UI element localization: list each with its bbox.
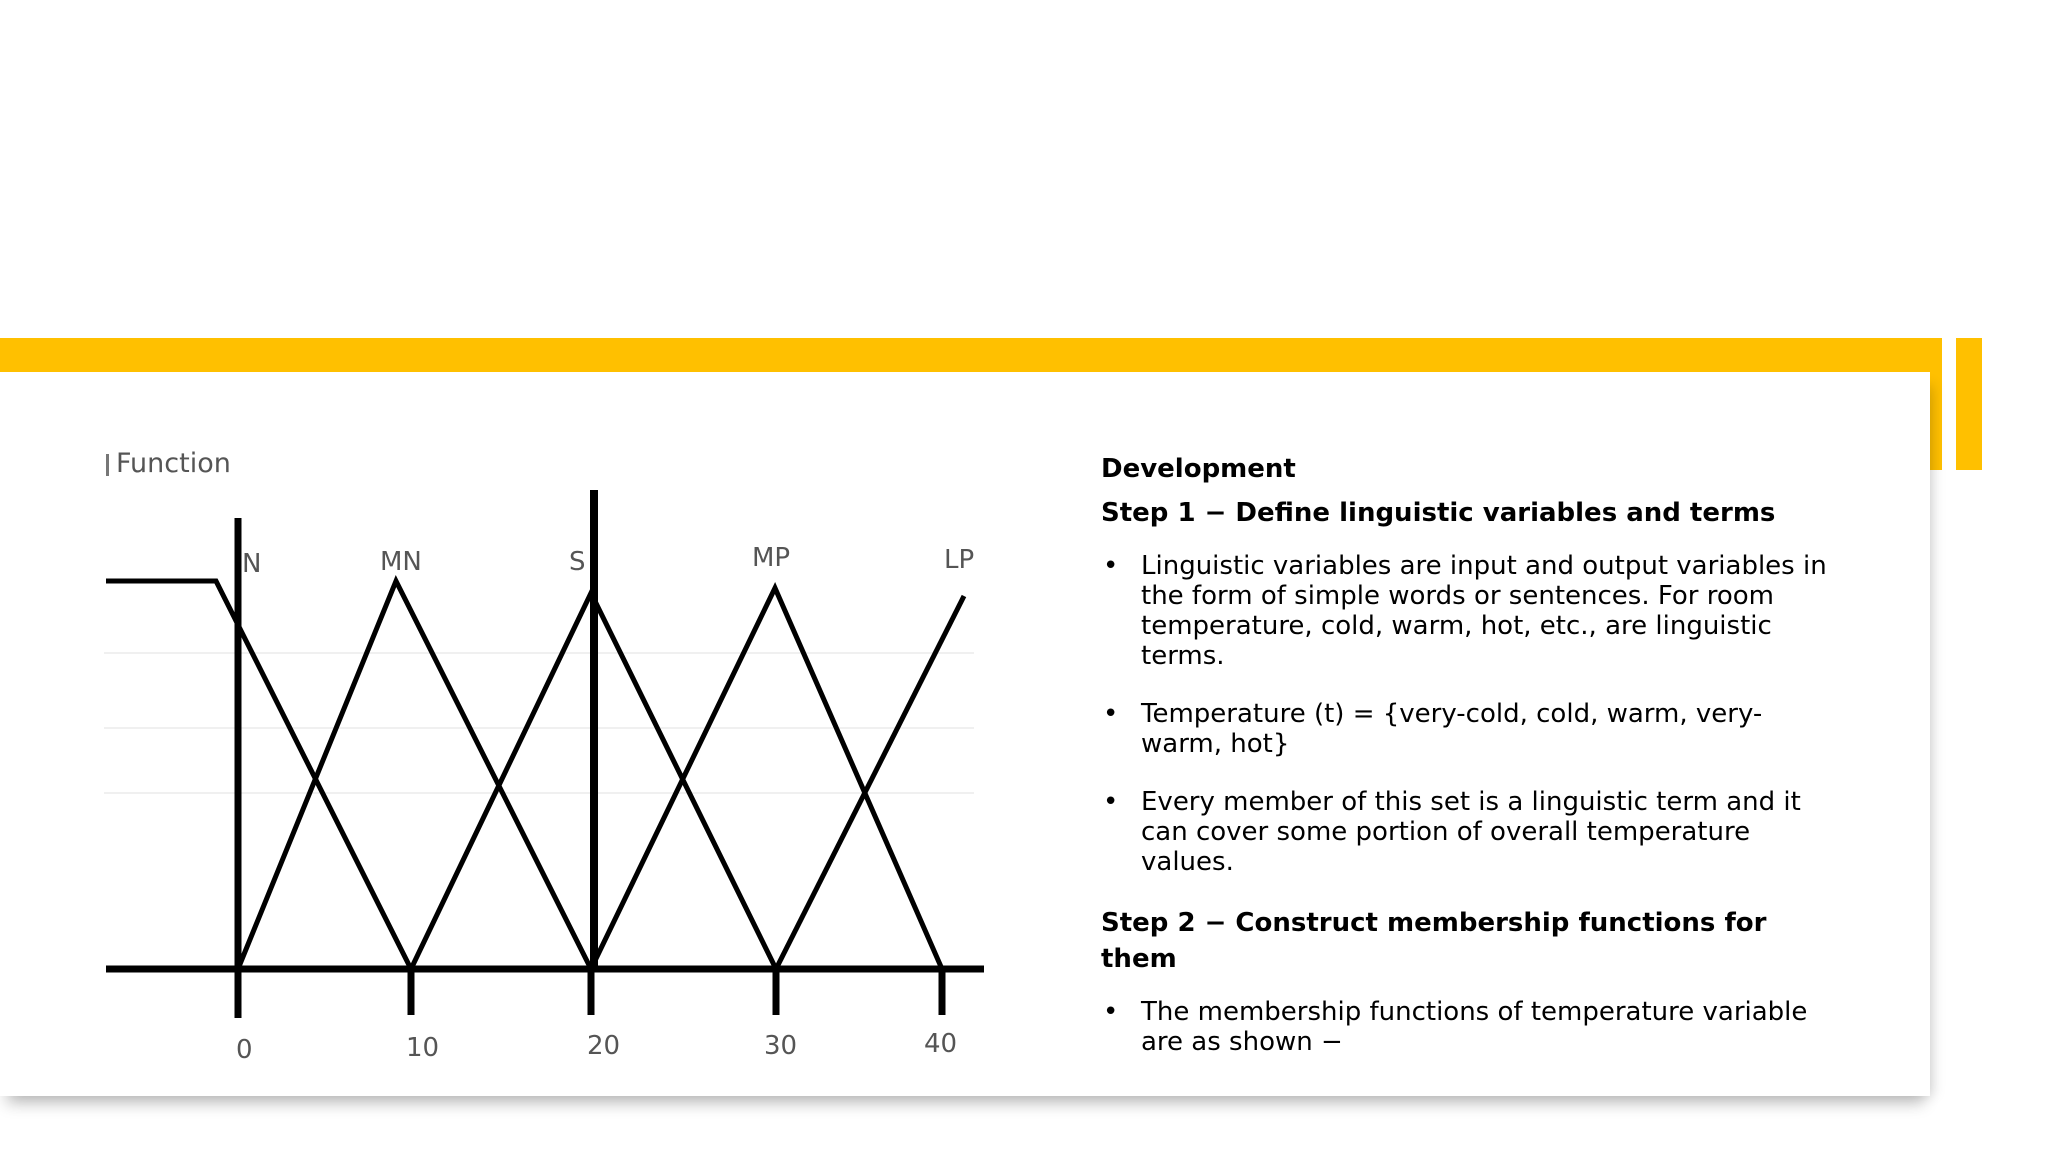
step2-title: Step 2 − Construct membership functions for them	[1101, 908, 1767, 974]
membership-function-figure	[104, 428, 988, 1068]
list-item-text: The membership functions of temperature variable are as shown −	[1141, 997, 1808, 1057]
list-item	[1101, 997, 1841, 1057]
tick-label-10: 10	[406, 1033, 440, 1063]
tick-label-0: 0	[236, 1035, 253, 1065]
peak-label-lp: LP	[944, 545, 975, 575]
bullet-glyph: •	[1103, 997, 1119, 1027]
curve-n	[106, 581, 411, 969]
accent-bar	[0, 338, 1942, 372]
bullet-glyph: •	[1103, 787, 1119, 817]
list-item-text: Temperature (t) = {very-cold, cold, warm, very-warm, hot}	[1141, 699, 1763, 759]
bullet-glyph: •	[1103, 551, 1119, 581]
figure-caption: Function	[116, 448, 231, 479]
curve-mn	[238, 581, 591, 969]
accent-strip-left	[1930, 338, 1942, 470]
list-item	[1101, 551, 1841, 671]
section-heading: Development	[1101, 454, 1296, 484]
tick-label-40: 40	[924, 1029, 958, 1059]
step1-bullet-list	[1101, 551, 1841, 877]
tick-label-30: 30	[764, 1031, 798, 1061]
peak-label-mp: MP	[752, 543, 791, 573]
bullet-glyph: •	[1103, 699, 1119, 729]
peak-label-n: N	[242, 549, 262, 579]
slide-text	[1101, 451, 1841, 1085]
peak-label-mn: MN	[380, 547, 422, 577]
caption-cut-mark	[106, 454, 109, 476]
list-item-text: Every member of this set is a linguistic term and it can cover some portion of overall temperature values.	[1141, 787, 1801, 877]
curve-mp	[591, 588, 942, 969]
membership-diagram	[104, 428, 988, 1068]
list-item	[1101, 787, 1841, 877]
tick-label-20: 20	[587, 1031, 621, 1061]
axis-ticks	[238, 969, 942, 1018]
peak-label-s: S	[569, 547, 586, 577]
step2-bullet-list	[1101, 997, 1841, 1057]
list-item-text: Linguistic variables are input and output variables in the form of simple words or sentences. For room temperature, cold, warm, hot, etc., are linguistic terms.	[1141, 551, 1827, 671]
list-item	[1101, 699, 1841, 759]
step1-title: Step 1 − Define linguistic variables and terms	[1101, 498, 1776, 528]
accent-strip-right	[1956, 338, 1982, 470]
